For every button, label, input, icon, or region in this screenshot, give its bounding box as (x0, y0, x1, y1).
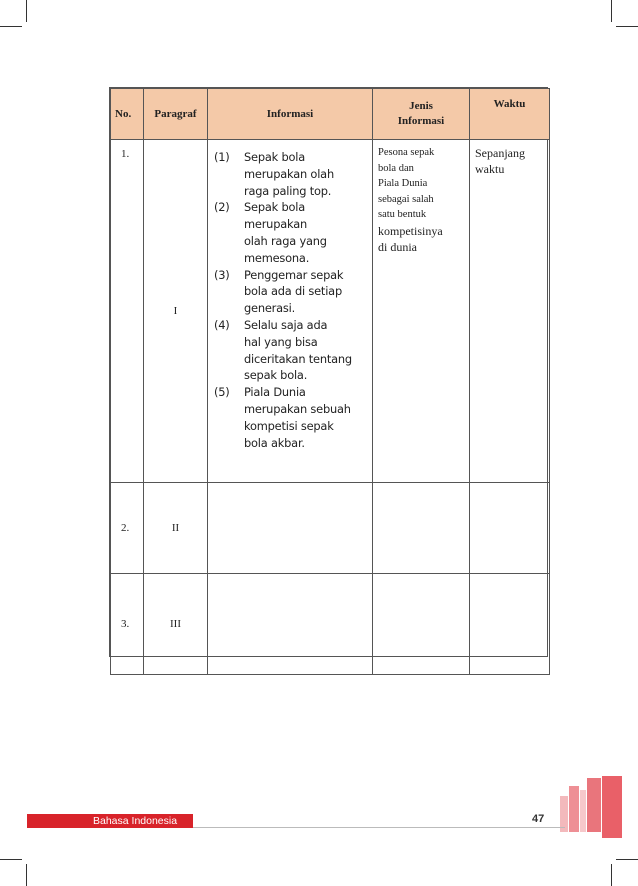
information-table-container (109, 87, 548, 657)
informasi-list (208, 140, 372, 451)
footer-divider (193, 827, 565, 828)
waktu-text: Sepanjang waktu (475, 146, 525, 176)
jenis-informasi-text: Pesona sepak bola dan Piala Dunia sebagai salah satu bentuk kompetisinya di dunia (378, 147, 443, 254)
row-waktu-empty[interactable] (470, 574, 550, 675)
row-informasi (208, 140, 373, 483)
row-number: 3. (111, 574, 144, 675)
informasi-item: (3) Penggemar sepak bola ada di setiap generasi. (214, 267, 344, 316)
crop-mark (611, 0, 612, 22)
table-header-row (111, 89, 550, 140)
row-jenis-informasi (373, 140, 470, 483)
footer-subject: Bahasa Indonesia (27, 814, 193, 828)
header-jenis-line1: Jenis (409, 100, 433, 112)
informasi-item: (1) Sepak bola merupakan olah raga paling top. (214, 150, 334, 198)
row-paragraf: II (144, 483, 208, 574)
page-number: 47 (532, 813, 545, 825)
crop-mark (616, 26, 638, 27)
header-jenis-informasi (373, 89, 470, 140)
informasi-item: (2) Sepak bola merupakan olah raga yang memesona. (214, 200, 327, 265)
table-row (111, 574, 550, 675)
decorative-bar (602, 776, 622, 838)
header-paragraf: Paragraf (144, 89, 208, 140)
informasi-item: (5) Piala Dunia merupakan sebuah kompetisi sepak bola akbar. (214, 385, 351, 450)
row-number: 1. (111, 140, 144, 483)
crop-mark (26, 864, 27, 886)
row-jenis-informasi-empty[interactable] (373, 574, 470, 675)
crop-mark (611, 864, 612, 886)
decorative-bar (569, 786, 579, 832)
header-no: No. (111, 89, 144, 140)
table-row (111, 140, 550, 483)
row-waktu (470, 140, 550, 483)
row-informasi-empty[interactable] (208, 483, 373, 574)
informasi-item: (4) Selalu saja ada hal yang bisa diceritakan tentang sepak bola. (214, 317, 352, 383)
crop-mark (0, 859, 22, 860)
information-table (110, 88, 550, 675)
table-row (111, 483, 550, 574)
decorative-bar (580, 790, 586, 832)
header-waktu: Waktu (470, 89, 550, 140)
header-jenis-line2: Informasi (397, 115, 445, 127)
row-paragraf: I (144, 140, 208, 483)
row-waktu-empty[interactable] (470, 483, 550, 574)
crop-mark (616, 859, 638, 860)
crop-mark (26, 0, 27, 22)
crop-mark (0, 26, 22, 27)
row-jenis-informasi-empty[interactable] (373, 483, 470, 574)
row-informasi-empty[interactable] (208, 574, 373, 675)
row-paragraf: III (144, 574, 208, 675)
header-informasi: Informasi (208, 89, 373, 140)
row-number: 2. (111, 483, 144, 574)
decorative-bar (587, 778, 601, 832)
